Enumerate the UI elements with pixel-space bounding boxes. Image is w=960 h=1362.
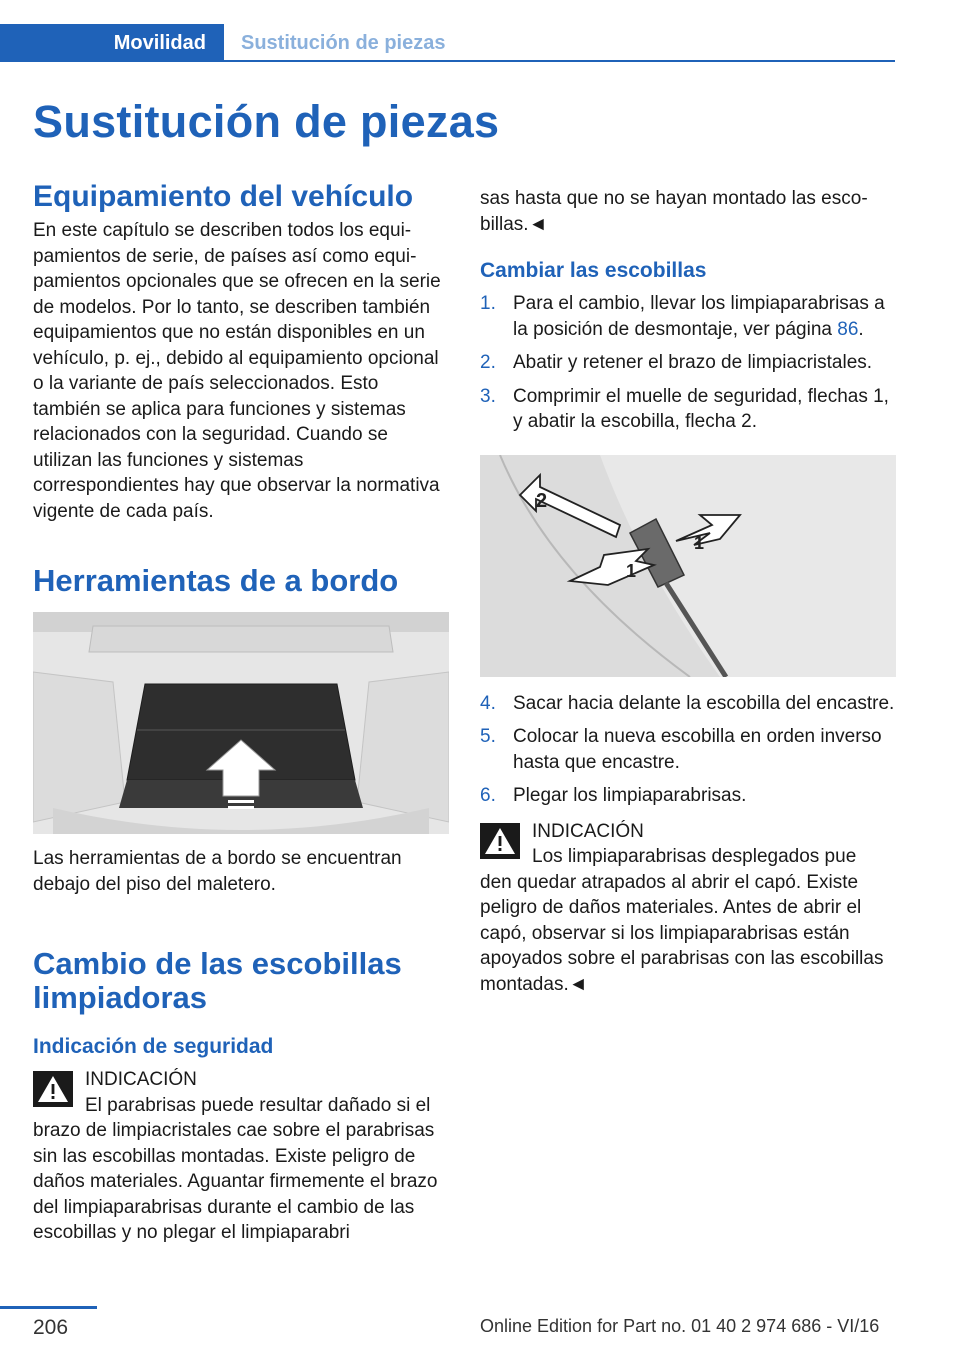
warning-first-line: El parabrisas puede resultar dañado si el: [85, 1094, 431, 1116]
header-rule: [224, 60, 895, 62]
page-link[interactable]: 86: [837, 318, 859, 340]
step-text: Plegar los limpiaparabrisas.: [513, 785, 747, 806]
step-2: [480, 350, 896, 376]
tools-text: Las herramientas de a bordo se encuentran debajo del piso del maletero.: [33, 848, 402, 895]
step-6: [480, 783, 896, 809]
step-number: 6.: [480, 785, 496, 806]
step-text: Sacar hacia delante la escobilla del encastre.: [513, 692, 895, 714]
page-title: Sustitución de piezas: [33, 96, 500, 147]
warning-text: brazo de limpiacristales cae sobre el parabrisas sin las escobillas montadas. Existe peligro de daños materiales. Aguantar firmemente el brazo del limpiaparabrisas durante el cambio de las escobillas y no plegar el limpiaparabri: [33, 1120, 438, 1243]
warning-triangle-icon: [33, 1071, 73, 1107]
wiper-heading: Cambio de las escobillas limpiadoras: [33, 946, 402, 1015]
step-number: 3.: [480, 385, 496, 407]
tab-movilidad[interactable]: Movilidad: [0, 24, 224, 62]
step-1: [480, 291, 896, 342]
footer-rule: [0, 1306, 97, 1309]
step-5: [480, 724, 896, 775]
right-column: [480, 186, 896, 997]
step-number: 2.: [480, 352, 496, 373]
step-text: Para el cambio, llevar los limpiaparabrisas a la posición de desmontaje, ver página: [513, 293, 885, 340]
continued-text: sas hasta que no se hayan montado las escobillas.◄: [480, 188, 868, 235]
equipment-text: En este capítulo se describen todos los equipamientos de serie, de países así como equipamientos opcionales que se ofrecen en la serie de modelos. Por lo tanto, se describen también equipamientos que no están disponibles en un vehículo, p. ej., debido al equipamiento opcional o la variante de país seleccionados. Esto también se aplica para funciones y sistemas relacionados con la seguridad. Cuando se utilizan las funciones y sistemas correspondientes hay que observar la normativa vigente de cada país.: [33, 220, 441, 522]
step-text: Colocar la nueva escobilla en orden inverso hasta que encastre.: [513, 726, 882, 773]
edition-text: Online Edition for Part no. 01 40 2 974 686 - VI/16: [480, 1316, 880, 1336]
fig-label-1b: 1: [694, 532, 705, 553]
fig-label-2: 2: [536, 489, 548, 512]
warning-label: INDICACIÓN: [532, 820, 644, 842]
page-number: 206: [33, 1316, 69, 1339]
step-text: Abatir y retener el brazo de limpiacristales.: [513, 352, 873, 373]
step-number: 5.: [480, 726, 496, 747]
step-end: .: [858, 318, 864, 340]
step-number: 1.: [480, 293, 496, 314]
steps-list-b: [480, 691, 896, 809]
hood-warning: [480, 819, 896, 998]
steps-list-a: [480, 291, 896, 435]
wiper-illustration: [480, 455, 896, 677]
tab-sustitucion[interactable]: Sustitución de piezas: [241, 31, 446, 54]
step-3: [480, 384, 896, 435]
warning-triangle-icon: [480, 823, 520, 859]
step-4: [480, 691, 896, 717]
header-tabbar: [0, 24, 895, 62]
step-number: 4.: [480, 692, 496, 714]
equipment-heading: Equipamiento del vehículo: [33, 180, 414, 213]
warning-text: den quedar atrapados al abrir el capó. Existe peligro de daños materiales. Antes de abrir el capó, observar si los limpiaparabrisas están apoyados sobre el parabrisas con las escobillas montadas.◄: [480, 871, 884, 995]
warning-label: INDICACIÓN: [85, 1069, 197, 1090]
left-column: [33, 180, 449, 1246]
safety-warning: [33, 1067, 449, 1246]
safety-heading: Indicación de seguridad: [33, 1035, 274, 1058]
trunk-illustration: [33, 612, 449, 834]
fig-label-1a: 1: [626, 560, 637, 581]
tools-heading: Herramientas de a bordo: [33, 563, 399, 598]
warning-first-line: Los limpiaparabrisas desplegados pue: [532, 846, 857, 867]
change-wipers-heading: Cambiar las escobillas: [480, 259, 707, 282]
step-text: Comprimir el muelle de seguridad, flechas 1, y abatir la escobilla, flecha 2.: [513, 385, 889, 432]
